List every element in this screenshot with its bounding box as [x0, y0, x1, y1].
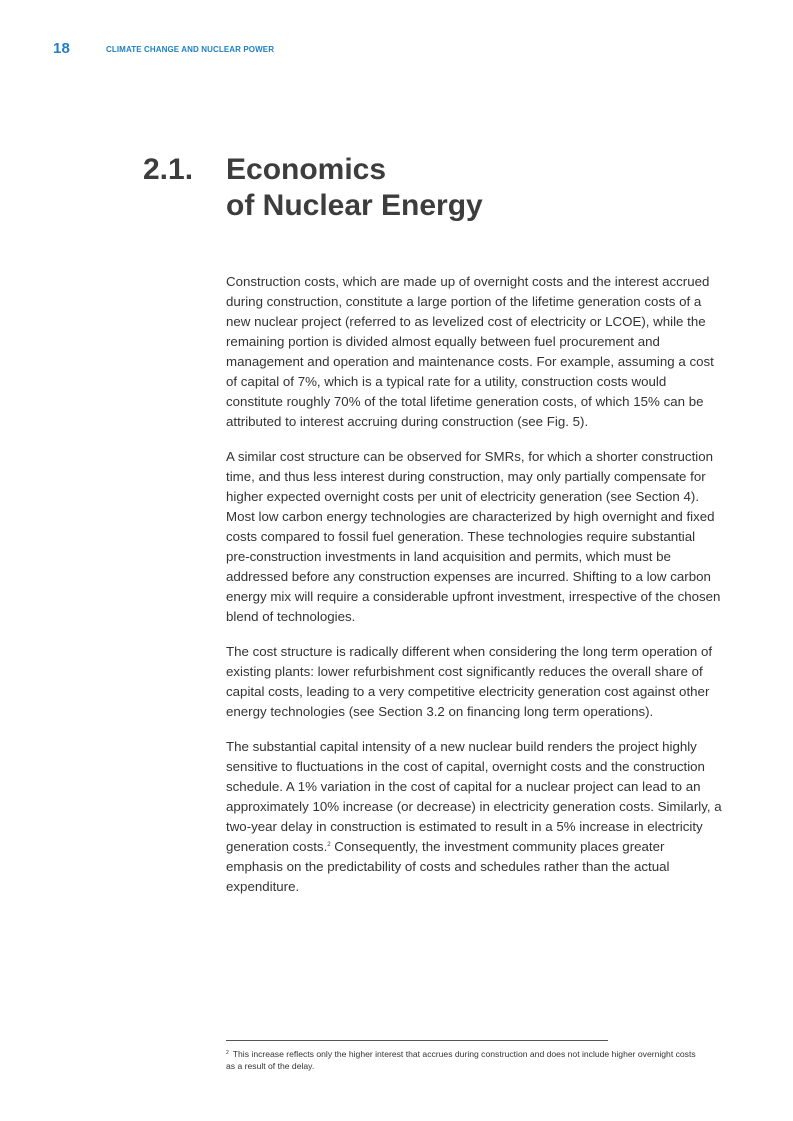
- paragraph-4: [226, 737, 722, 897]
- paragraph-4-text-a: The substantial capital intensity of a new nuclear build renders the project highly sensitive to fluctuations in the cost of capital, overnight costs and the construction schedule. A 1% variation in the cost of capital for a nuclear project can lead to an approximately 10% increase (or decrease) in electricity generation costs. Similarly, a two-year delay in construction is estimated to result in a 5% increase in electricity generation costs.: [226, 739, 722, 854]
- body-text: [226, 272, 722, 912]
- footnote-divider: [226, 1040, 608, 1041]
- section-title-line-2: of Nuclear Energy: [226, 189, 483, 222]
- section-title-line-1: Economics: [226, 153, 387, 186]
- section-title: [226, 152, 706, 224]
- footnote-text: This increase reflects only the higher interest that accrues during construction and does not include higher overnight costs as a result of the delay.: [226, 1049, 696, 1071]
- footnote: [226, 1048, 696, 1072]
- page-number: 18: [53, 40, 71, 57]
- running-header: CLIMATE CHANGE AND NUCLEAR POWER: [106, 45, 275, 54]
- paragraph-1: Construction costs, which are made up of overnight costs and the interest accrued during construction, constitute a large portion of the lifetime generation costs of a new nuclear project (referred to as levelized cost of electricity or LCOE), while the remaining portion is divided almost equally between fuel procurement and management and operation and maintenance costs. For example, assuming a cost of capital of 7%, which is a typical rate for a utility, construction costs would constitute roughly 70% of the total lifetime generation costs, of which 15% can be attributed to interest accruing during construction (see Fig. 5).: [226, 274, 714, 429]
- paragraph-2: A similar cost structure can be observed for SMRs, for which a shorter construction time, and thus less interest during construction, may only partially compensate for higher expected overnight costs per unit of electricity generation (see Section 4). Most low carbon energy technologies are characterized by high overnight and fixed costs compared to fossil fuel generation. These technologies require substantial pre-construction investments in land acquisition and permits, which must be addressed before any construction expenses are incurred. Shifting to a low carbon energy mix will require a considerable upfront investment, irrespective of the chosen blend of technologies.: [226, 449, 721, 624]
- paragraph-4-text-b: Consequently, the investment community places greater emphasis on the predictability of costs and schedules rather than the actual expenditure.: [226, 839, 670, 894]
- paragraph-3: The cost structure is radically different when considering the long term operation of existing plants: lower refurbishment cost significantly reduces the overall share of capital costs, leading to a very competitive electricity generation cost against other energy technologies (see Section 3.2 on financing long term operations).: [226, 644, 713, 719]
- footnote-marker: 2: [226, 1050, 229, 1056]
- section-number: 2.1.: [143, 153, 194, 186]
- footnote-reference[interactable]: 2: [327, 842, 331, 848]
